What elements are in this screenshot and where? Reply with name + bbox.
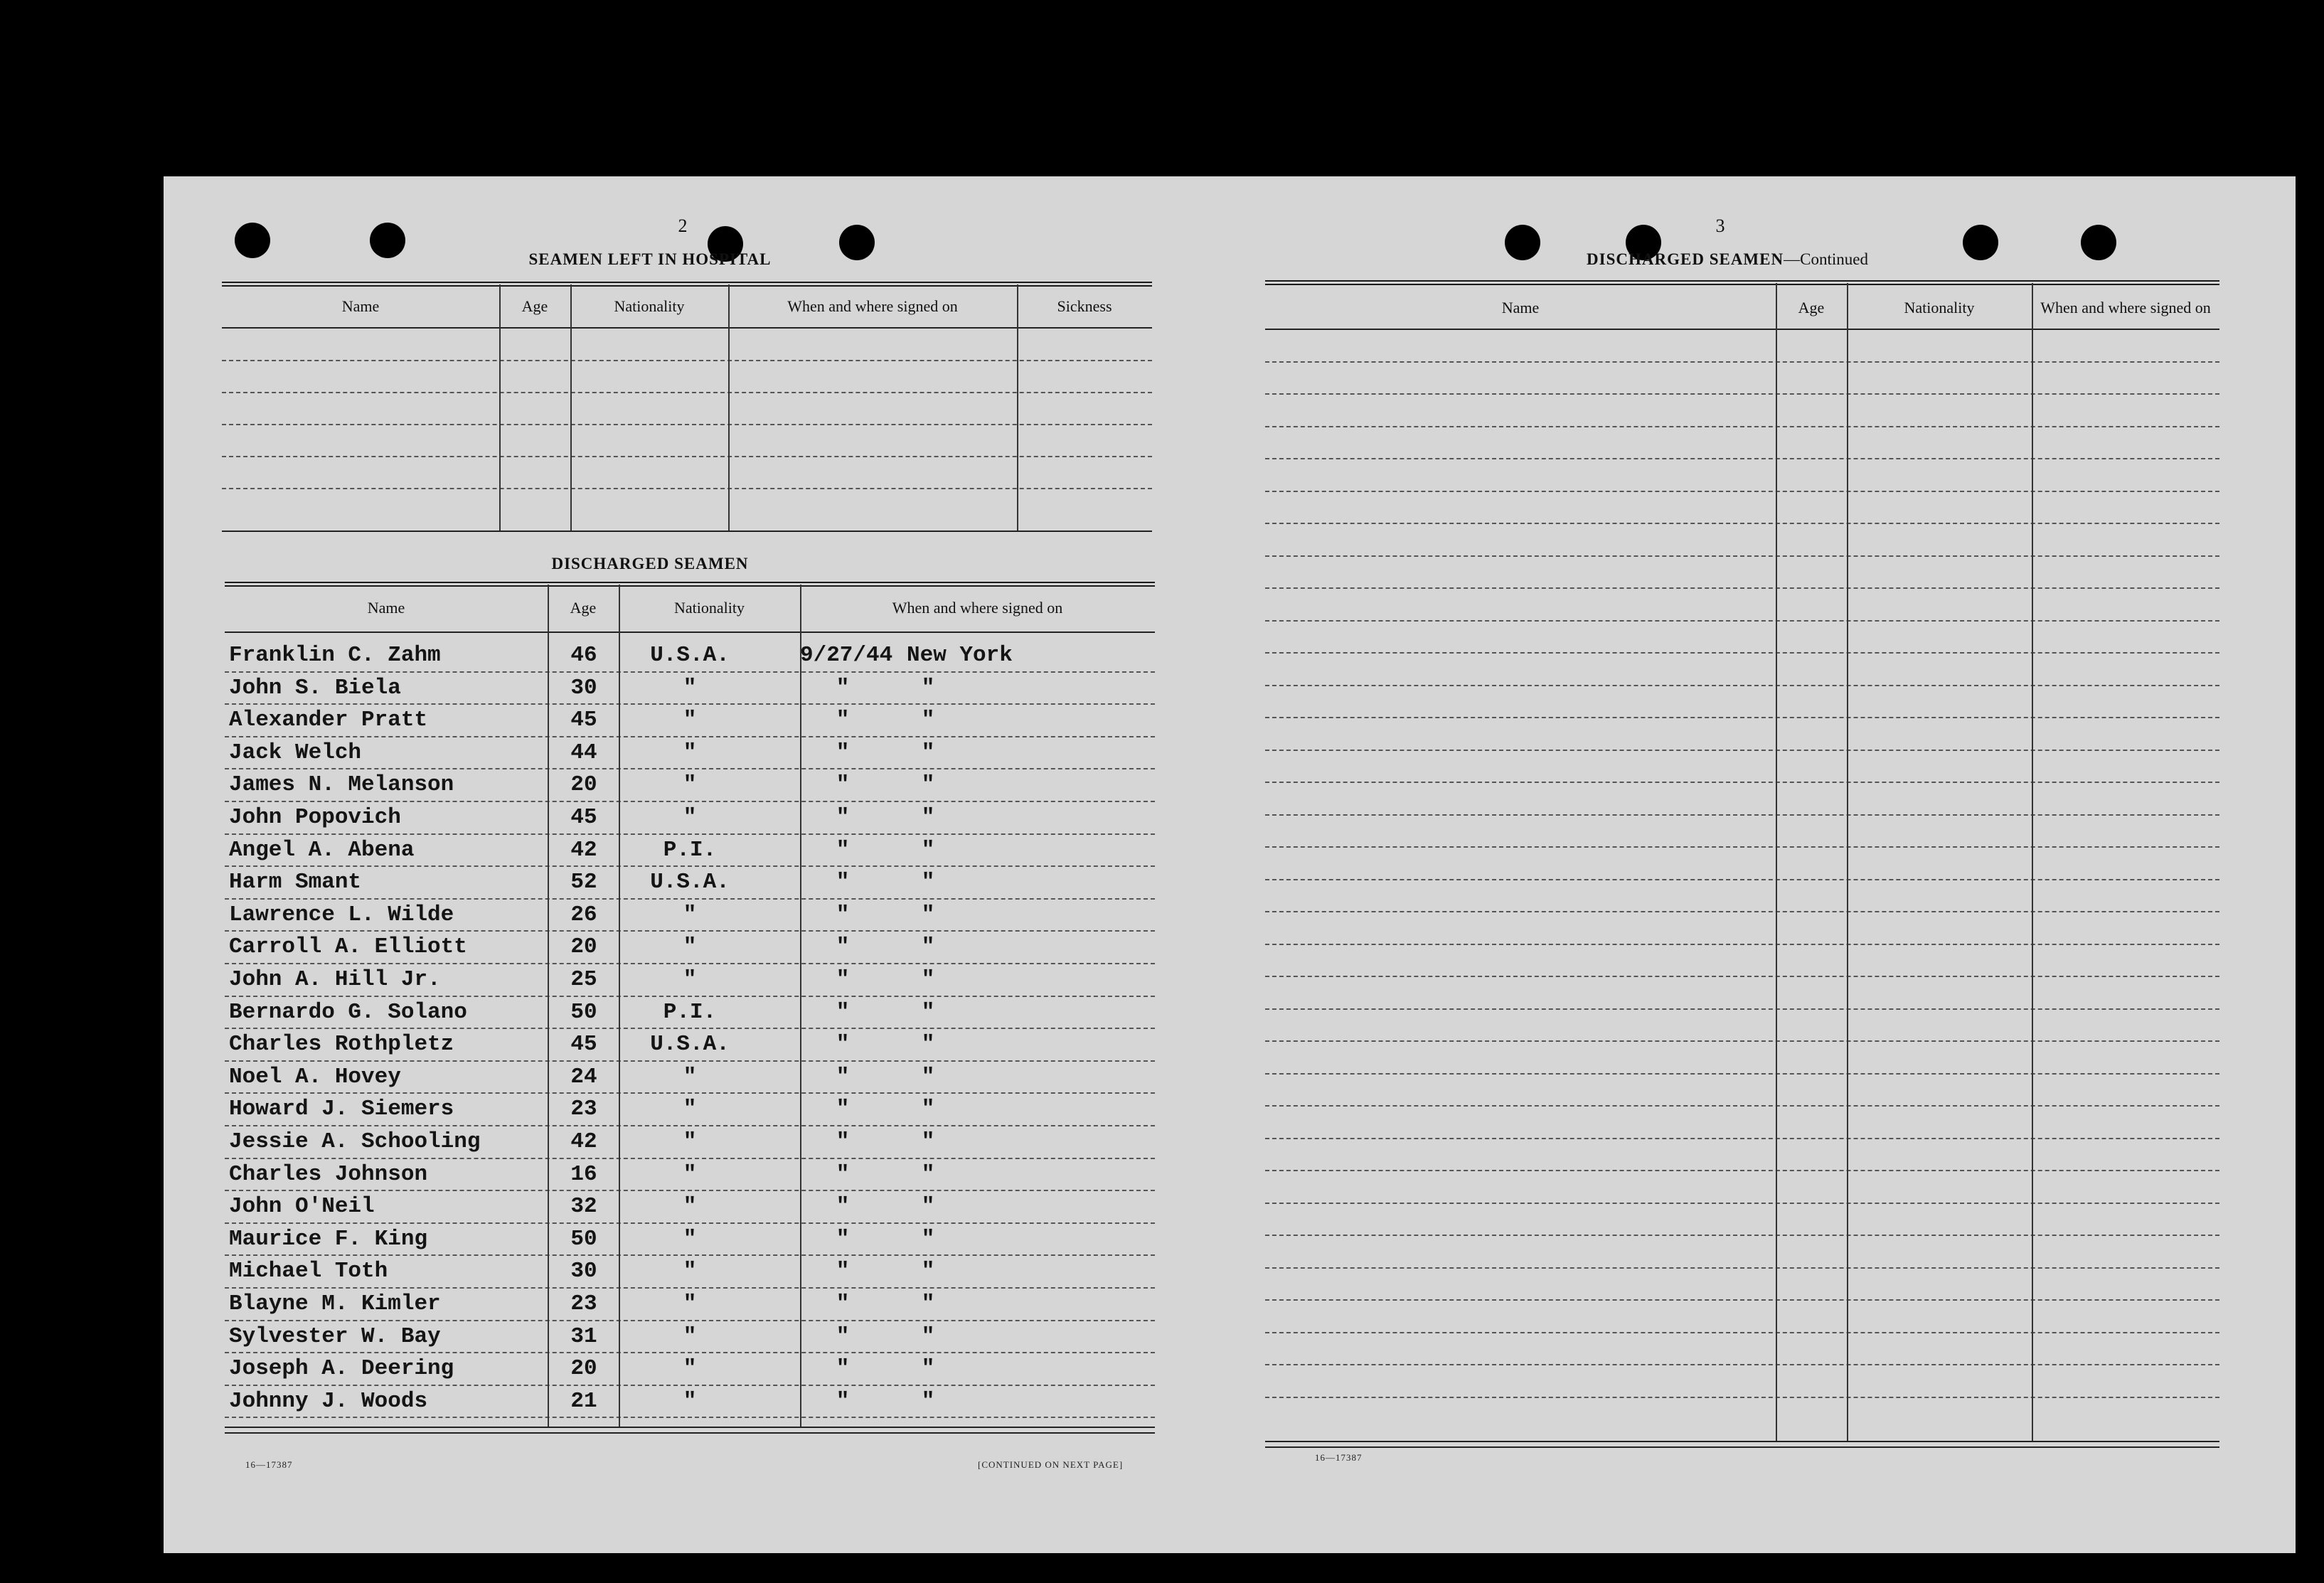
- table-row: [164, 900, 1230, 932]
- seaman-age: 23: [570, 1291, 597, 1316]
- seaman-name: John Popovich: [229, 805, 401, 830]
- signed-on-date: ": [836, 1291, 850, 1316]
- seaman-name: Maurice F. King: [229, 1226, 428, 1252]
- column-header: Name: [1501, 299, 1540, 316]
- signed-on-date: ": [836, 1259, 850, 1284]
- table-row: [164, 964, 1230, 997]
- seaman-name: John O'Neil: [229, 1194, 375, 1220]
- signed-on-place: ": [921, 1388, 935, 1414]
- table-row: [164, 1386, 1230, 1419]
- blank-row-rule: [222, 360, 1152, 361]
- signed-on-date: ": [836, 1064, 850, 1089]
- blank-row-rule: [1265, 393, 2219, 395]
- signed-on-place: ": [921, 1161, 935, 1187]
- seaman-nationality: ": [683, 1129, 697, 1154]
- seaman-nationality: ": [683, 1161, 697, 1187]
- table-row: [164, 1159, 1230, 1192]
- seaman-age: 45: [570, 1032, 597, 1057]
- register-spread: [164, 176, 2296, 1553]
- seaman-nationality: U.S.A.: [650, 870, 730, 895]
- seaman-name: Bernardo G. Solano: [229, 999, 467, 1025]
- seaman-age: 52: [570, 870, 597, 895]
- left-page: [164, 176, 1230, 1553]
- seaman-name: Harm Smant: [229, 870, 362, 895]
- signed-on-place: ": [921, 1259, 935, 1284]
- signed-on-date: ": [836, 999, 850, 1025]
- seaman-name: Joseph A. Deering: [229, 1356, 454, 1382]
- seaman-nationality: ": [683, 1388, 697, 1414]
- seaman-nationality: U.S.A.: [650, 1032, 730, 1057]
- column-header: Nationality: [674, 599, 745, 617]
- blank-row-rule: [1265, 1008, 2219, 1010]
- seaman-nationality: ": [683, 1291, 697, 1316]
- table-row: [164, 867, 1230, 900]
- seaman-age: 50: [570, 999, 597, 1025]
- table-row: [164, 1191, 1230, 1224]
- table-bottom-rule: [1265, 1446, 2219, 1448]
- table-row: [164, 1094, 1230, 1126]
- column-divider: [800, 585, 801, 1427]
- column-header: Age: [521, 297, 548, 315]
- signed-on-date: ": [836, 1129, 850, 1154]
- column-divider: [548, 585, 549, 1427]
- table-row: [164, 1321, 1230, 1354]
- column-divider: [570, 284, 572, 531]
- signed-on-place: ": [921, 1032, 935, 1057]
- table-row: [164, 932, 1230, 964]
- seaman-age: 50: [570, 1226, 597, 1252]
- header-rule: [225, 631, 1155, 633]
- seaman-nationality: ": [683, 1356, 697, 1382]
- page-number: 2: [678, 215, 688, 236]
- table-row: [164, 737, 1230, 770]
- form-number: 16—17387: [1315, 1452, 1363, 1463]
- seaman-name: Blayne M. Kimler: [229, 1291, 441, 1316]
- blank-row-rule: [1265, 1332, 2219, 1333]
- seaman-age: 20: [570, 934, 597, 960]
- blank-row-rule: [222, 488, 1152, 489]
- seaman-name: Franklin C. Zahm: [229, 643, 441, 668]
- blank-row-rule: [1265, 717, 2219, 718]
- seaman-name: Johnny J. Woods: [229, 1388, 428, 1414]
- blank-row-rule: [1265, 491, 2219, 492]
- seaman-age: 42: [570, 837, 597, 863]
- signed-on-date: ": [836, 1032, 850, 1057]
- blank-row-rule: [1265, 750, 2219, 751]
- signed-on-place: ": [921, 1323, 935, 1349]
- blank-row-rule: [1265, 1040, 2219, 1042]
- blank-row-rule: [1265, 361, 2219, 363]
- signed-on-date: ": [836, 1226, 850, 1252]
- seaman-nationality: ": [683, 967, 697, 992]
- seaman-name: Charles Rothpletz: [229, 1032, 454, 1057]
- table-row: [164, 1224, 1230, 1257]
- seaman-age: 20: [570, 772, 597, 798]
- table-top-rule: [222, 282, 1152, 287]
- seaman-age: 45: [570, 805, 597, 830]
- signed-on-date: ": [836, 902, 850, 927]
- column-divider: [1017, 284, 1018, 531]
- signed-on-date: ": [836, 967, 850, 992]
- signed-on-date: ": [836, 1323, 850, 1349]
- seaman-nationality: ": [683, 1064, 697, 1089]
- table-top-rule: [225, 582, 1155, 587]
- blank-row-rule: [1265, 426, 2219, 427]
- blank-row-rule: [1265, 685, 2219, 686]
- seaman-nationality: ": [683, 1259, 697, 1284]
- table-bottom-rule: [1265, 1441, 2219, 1442]
- heading-text: DISCHARGED SEAMEN: [1587, 250, 1784, 268]
- seaman-age: 44: [570, 740, 597, 765]
- column-header: Age: [570, 599, 597, 617]
- table-row: [164, 1256, 1230, 1289]
- column-divider: [728, 284, 730, 531]
- blank-row-rule: [1265, 1267, 2219, 1269]
- seaman-name: Jack Welch: [229, 740, 362, 765]
- signed-on-date: ": [836, 1097, 850, 1122]
- signed-on-date: ": [836, 1388, 850, 1414]
- seaman-age: 32: [570, 1194, 597, 1220]
- blank-row-rule: [1265, 944, 2219, 945]
- signed-on-place: New York: [907, 643, 1013, 668]
- signed-on-place: ": [921, 805, 935, 830]
- seaman-nationality: ": [683, 934, 697, 960]
- blank-row-rule: [1265, 1397, 2219, 1398]
- seaman-nationality: ": [683, 740, 697, 765]
- seaman-age: 20: [570, 1356, 597, 1382]
- hospital-heading: SEAMEN LEFT IN HOSPITAL: [528, 250, 772, 268]
- table-row: [164, 997, 1230, 1030]
- signed-on-place: ": [921, 1064, 935, 1089]
- seaman-nationality: U.S.A.: [650, 643, 730, 668]
- right-page: [1230, 176, 2296, 1553]
- table-row: [164, 835, 1230, 868]
- column-divider: [2032, 283, 2033, 1441]
- signed-on-date: ": [836, 1194, 850, 1220]
- table-row: [164, 1353, 1230, 1386]
- seaman-nationality: ": [683, 772, 697, 798]
- blank-row-rule: [1265, 458, 2219, 459]
- signed-on-place: ": [921, 967, 935, 992]
- table-row: [164, 1126, 1230, 1159]
- column-header: Name: [341, 297, 380, 315]
- table-row: [164, 1289, 1230, 1321]
- table-row: [164, 1029, 1230, 1062]
- signed-on-place: ": [921, 999, 935, 1025]
- table-row: [164, 705, 1230, 737]
- seaman-nationality: ": [683, 708, 697, 733]
- signed-on-place: ": [921, 934, 935, 960]
- blank-row-rule: [1265, 652, 2219, 654]
- seaman-name: Alexander Pratt: [229, 708, 428, 733]
- signed-on-date: ": [836, 708, 850, 733]
- seaman-name: Carroll A. Elliott: [229, 934, 467, 960]
- column-header: Sickness: [1057, 297, 1112, 315]
- seaman-nationality: ": [683, 1194, 697, 1220]
- table-row: [164, 1062, 1230, 1094]
- table-top-rule: [1265, 280, 2219, 285]
- blank-row-rule: [1265, 1203, 2219, 1204]
- seaman-name: Michael Toth: [229, 1259, 388, 1284]
- seaman-age: 31: [570, 1323, 597, 1349]
- column-divider: [499, 284, 501, 531]
- seaman-age: 24: [570, 1064, 597, 1089]
- blank-row-rule: [1265, 523, 2219, 524]
- seaman-age: 30: [570, 675, 597, 700]
- blank-row-rule: [1265, 814, 2219, 816]
- seaman-nationality: ": [683, 675, 697, 700]
- seaman-age: 45: [570, 708, 597, 733]
- blank-row-rule: [1265, 879, 2219, 880]
- seaman-age: 23: [570, 1097, 597, 1122]
- row-rule: [225, 1417, 1155, 1418]
- seaman-nationality: ": [683, 1226, 697, 1252]
- blank-row-rule: [1265, 1364, 2219, 1365]
- header-rule: [222, 327, 1152, 329]
- signed-on-place: ": [921, 1194, 935, 1220]
- seaman-nationality: ": [683, 1097, 697, 1122]
- signed-on-place: ": [921, 708, 935, 733]
- seaman-name: Howard J. Siemers: [229, 1097, 454, 1122]
- column-header: Nationality: [1904, 299, 1975, 316]
- seaman-name: James N. Melanson: [229, 772, 454, 798]
- column-divider: [1776, 283, 1777, 1441]
- signed-on-place: ": [921, 902, 935, 927]
- seaman-name: Noel A. Hovey: [229, 1064, 401, 1089]
- discharged-heading: DISCHARGED SEAMEN: [551, 555, 749, 572]
- discharged-continued-heading: [1407, 250, 2047, 269]
- seaman-nationality: P.I.: [663, 999, 717, 1025]
- seaman-nationality: P.I.: [663, 837, 717, 863]
- blank-row-rule: [1265, 620, 2219, 622]
- form-number: 16—17387: [245, 1459, 293, 1470]
- signed-on-date: ": [836, 805, 850, 830]
- blank-row-rule: [1265, 1299, 2219, 1301]
- signed-on-place: ": [921, 1226, 935, 1252]
- seaman-age: 26: [570, 902, 597, 927]
- column-header: When and where signed on: [892, 599, 1063, 617]
- heading-suffix: —Continued: [1784, 250, 1868, 268]
- table-bottom-rule: [225, 1427, 1155, 1428]
- blank-row-rule: [1265, 1235, 2219, 1236]
- seaman-name: Sylvester W. Bay: [229, 1323, 441, 1349]
- seaman-name: Angel A. Abena: [229, 837, 415, 863]
- seaman-nationality: ": [683, 805, 697, 830]
- column-header: Age: [1798, 299, 1825, 316]
- signed-on-date: 9/27/44: [800, 643, 893, 668]
- blank-row-rule: [222, 424, 1152, 425]
- blank-row-rule: [1265, 782, 2219, 783]
- blank-row-rule: [1265, 555, 2219, 557]
- blank-row-rule: [1265, 587, 2219, 589]
- seaman-name: John S. Biela: [229, 675, 401, 700]
- blank-row-rule: [1265, 846, 2219, 848]
- signed-on-place: ": [921, 870, 935, 895]
- signed-on-date: ": [836, 870, 850, 895]
- blank-row-rule: [1265, 1105, 2219, 1107]
- header-rule: [1265, 329, 2219, 330]
- blank-row-rule: [1265, 1138, 2219, 1139]
- blank-row-rule: [1265, 1170, 2219, 1171]
- blank-row-rule: [222, 392, 1152, 393]
- seaman-name: Charles Johnson: [229, 1161, 428, 1187]
- blank-row-rule: [1265, 911, 2219, 912]
- column-header: Name: [367, 599, 405, 617]
- page-number: 3: [1715, 215, 1725, 236]
- column-header: When and where signed on: [2040, 299, 2211, 316]
- continued-note: [CONTINUED ON NEXT PAGE]: [978, 1459, 1124, 1470]
- seaman-nationality: ": [683, 1323, 697, 1349]
- blank-row-rule: [1265, 976, 2219, 977]
- signed-on-date: ": [836, 740, 850, 765]
- blank-row-rule: [222, 456, 1152, 457]
- seaman-age: 16: [570, 1161, 597, 1187]
- signed-on-date: ": [836, 772, 850, 798]
- signed-on-place: ": [921, 1129, 935, 1154]
- seaman-age: 25: [570, 967, 597, 992]
- seaman-age: 42: [570, 1129, 597, 1154]
- signed-on-place: ": [921, 1097, 935, 1122]
- column-header: Nationality: [614, 297, 685, 315]
- signed-on-place: ": [921, 1291, 935, 1316]
- signed-on-date: ": [836, 1356, 850, 1382]
- table-row: [164, 640, 1230, 673]
- signed-on-date: ": [836, 837, 850, 863]
- table-bottom-rule: [225, 1432, 1155, 1434]
- blank-row-rule: [1265, 1073, 2219, 1075]
- seaman-nationality: ": [683, 902, 697, 927]
- seaman-name: John A. Hill Jr.: [229, 967, 441, 992]
- column-header: When and where signed on: [787, 297, 958, 315]
- signed-on-place: ": [921, 675, 935, 700]
- column-divider: [619, 585, 620, 1427]
- column-divider: [1847, 283, 1848, 1441]
- signed-on-place: ": [921, 740, 935, 765]
- seaman-name: Lawrence L. Wilde: [229, 902, 454, 927]
- seaman-age: 30: [570, 1259, 597, 1284]
- seaman-name: Jessie A. Schooling: [229, 1129, 481, 1154]
- signed-on-date: ": [836, 1161, 850, 1187]
- seaman-age: 46: [570, 643, 597, 668]
- seaman-age: 21: [570, 1388, 597, 1414]
- table-row: [164, 802, 1230, 835]
- signed-on-place: ": [921, 772, 935, 798]
- table-row: [164, 673, 1230, 705]
- signed-on-place: ": [921, 837, 935, 863]
- table-row: [164, 769, 1230, 802]
- signed-on-date: ": [836, 675, 850, 700]
- table-bottom-rule: [222, 531, 1152, 532]
- signed-on-place: ": [921, 1356, 935, 1382]
- signed-on-date: ": [836, 934, 850, 960]
